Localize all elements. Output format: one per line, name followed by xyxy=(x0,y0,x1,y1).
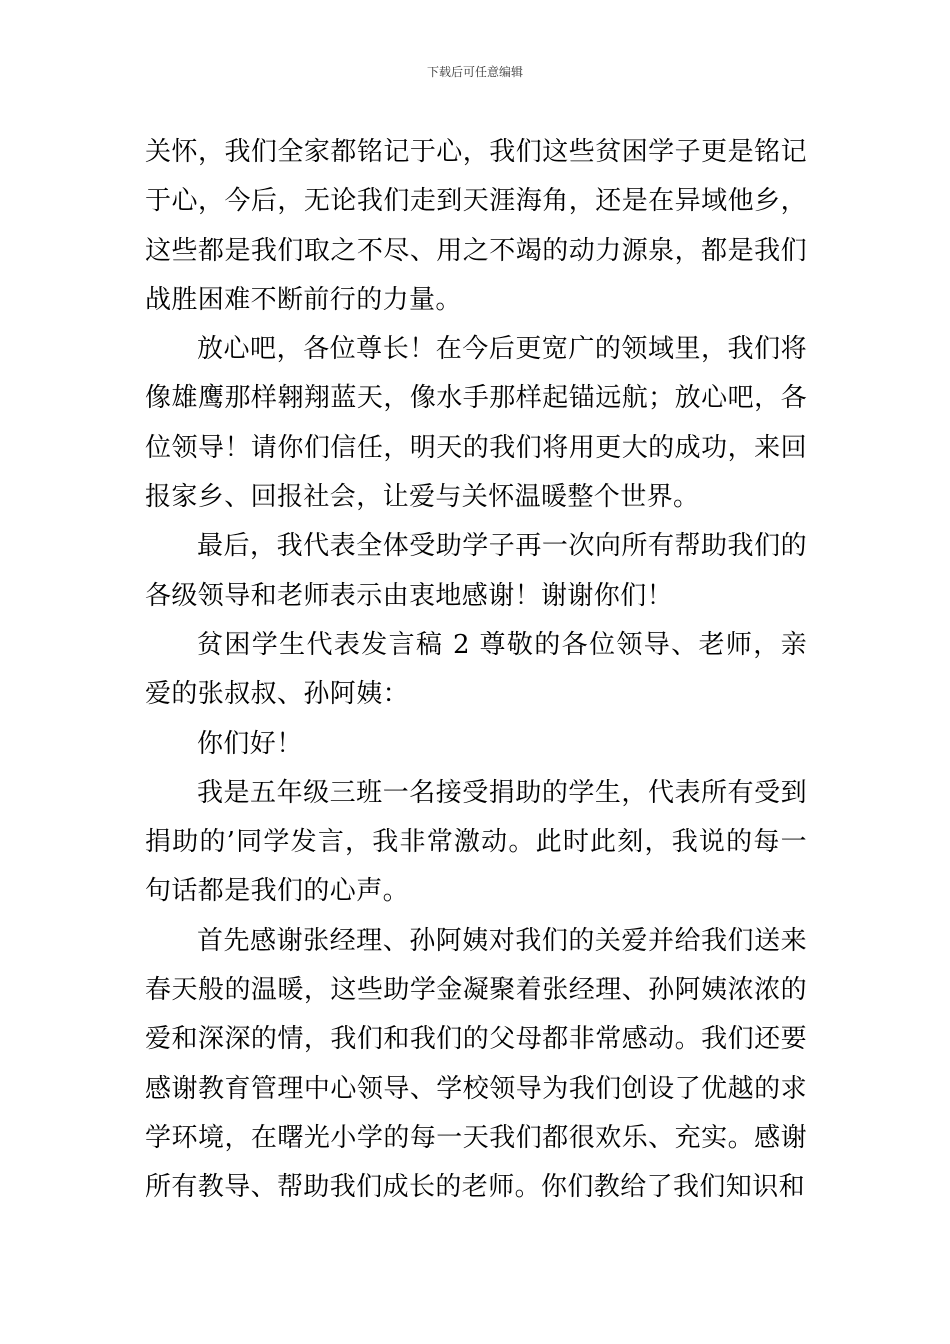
paragraph-5: 你们好！ xyxy=(197,728,303,759)
paragraph-4: 贫困学生代表发言稿 2 尊敬的各位领导、老师，亲爱的张叔叔、孙阿姨： xyxy=(145,629,807,710)
paragraph-3: 最后，我代表全体受助学子再一次向所有帮助我们的各级领导和老师表示由衷地感谢！谢谢你们！ xyxy=(145,531,807,611)
paragraph-7: 首先感谢张经理、孙阿姨对我们的关爱并给我们送来春天般的温暖，这些助学金凝聚着张经理、孙阿姨浓浓的爱和深深的情，我们和我们的父母都非常感动。我们还要感谢教育管理中心领导、学校领导为我们创设了优越的求学环境，在曙光小学的每一天我们都很欢乐、充实。感谢所有教导、帮助我们成长的老师。你们教给了我们知识和 xyxy=(145,925,807,1203)
paragraph-2: 放心吧，各位尊长！在今后更宽广的领域里，我们将像雄鹰那样翱翔蓝天，像水手那样起锚远航；放心吧，各位领导！请你们信任，明天的我们将用更大的成功，来回报家乡、回报社会，让爱与关怀温暖整个世界。 xyxy=(145,334,807,513)
page-header: 下载后可任意编辑 xyxy=(426,65,523,79)
paragraph-6: 我是五年级三班一名接受捐助的学生，代表所有受到捐助的’同学发言，我非常激动。此时此刻，我说的每一句话都是我们的心声。 xyxy=(145,777,807,907)
paragraph-1: 关怀，我们全家都铭记于心，我们这些贫困学子更是铭记于心，今后，无论我们走到天涯海角，还是在异域他乡，这些都是我们取之不尽、用之不竭的动力源泉，都是我们战胜困难不断前行的力量。 xyxy=(145,137,807,315)
document-body xyxy=(145,128,807,1213)
